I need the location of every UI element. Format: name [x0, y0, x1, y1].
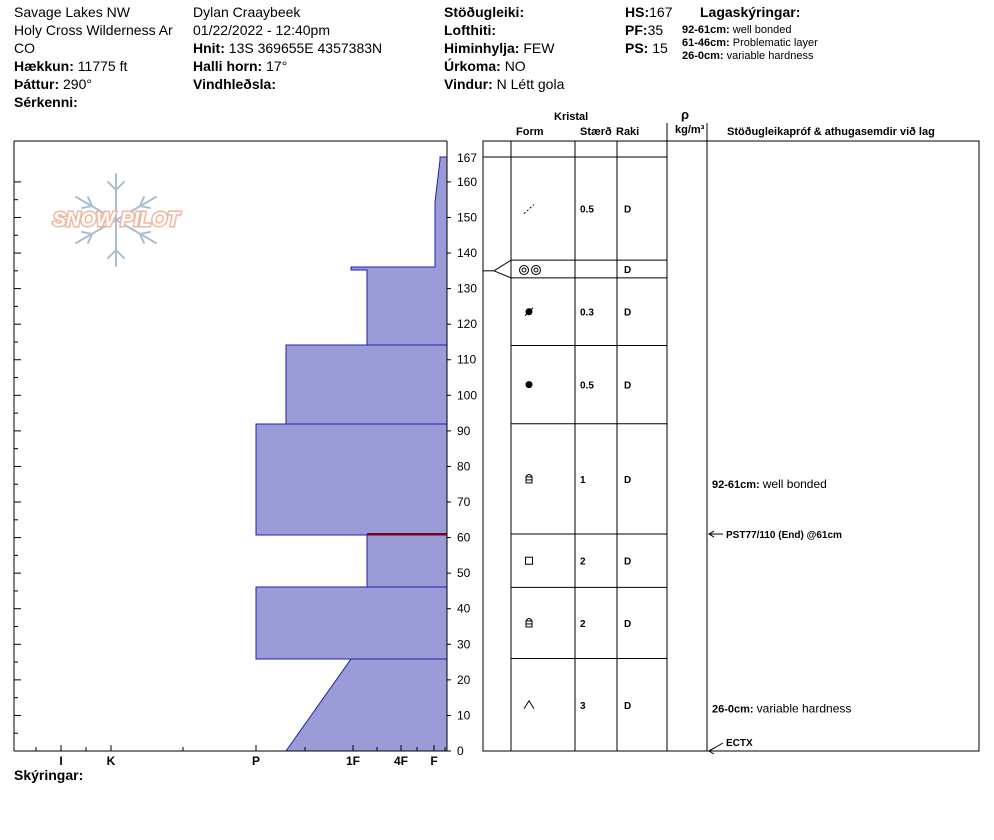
crystal-symbol-part — [524, 205, 534, 214]
hs-value: 167 — [649, 4, 673, 20]
height-tick-label: 10 — [457, 708, 471, 723]
density-rho: ρ — [681, 107, 690, 122]
grid-frame — [483, 141, 979, 751]
layer-moisture: D — [624, 618, 632, 630]
height-tick-label: 140 — [457, 246, 478, 261]
crystal-symbol-part — [526, 557, 533, 564]
layer-moisture: D — [624, 700, 632, 712]
precip-label: Úrkoma: — [444, 58, 501, 74]
height-tick-label: 80 — [457, 459, 471, 474]
layer-size: 1 — [580, 474, 586, 486]
slope-label: Halli horn: — [193, 58, 263, 74]
height-tick-label: 40 — [457, 601, 471, 616]
layer-connector — [494, 271, 511, 278]
pf-value: 35 — [647, 22, 664, 38]
height-tick-label: 120 — [457, 317, 478, 332]
crystal-form-rounded-icon — [526, 381, 533, 388]
layer-size: 3 — [580, 700, 586, 712]
height-tick-label: 30 — [457, 637, 471, 652]
layer-moisture: D — [624, 556, 632, 568]
crystal-symbol-part — [526, 381, 533, 388]
location-name: Savage Lakes NW — [14, 4, 130, 20]
layer-comment — [712, 701, 851, 715]
height-tick-label: 50 — [457, 566, 471, 581]
density-unit: kg/m³ — [675, 124, 705, 136]
elevation-label: Hækkun: — [14, 58, 74, 74]
crystal-symbol-part — [522, 268, 526, 272]
hardness-profile — [256, 157, 447, 751]
elevation-value: 11775 ft — [77, 58, 128, 74]
layer-size: 2 — [580, 618, 586, 630]
hardness-tick-label: 1F — [345, 754, 361, 768]
coords-label: Hnit: — [193, 40, 225, 56]
location-state: CO — [14, 40, 35, 56]
ps-label: PS: — [625, 40, 649, 56]
coords-value: 13S 369655E 4357383N — [228, 40, 383, 56]
height-tick-label: 130 — [457, 281, 478, 296]
logo-text: SNOW PILOT — [52, 209, 180, 231]
height-tick-label: 150 — [457, 210, 478, 225]
height-tick-label: 20 — [457, 672, 471, 687]
wind-value: N Létt gola — [496, 76, 565, 92]
hardness-tick-label: I — [59, 754, 63, 768]
crystal-form-depth-hoar-icon — [524, 701, 534, 709]
ps-value: 15 — [652, 40, 668, 56]
height-tick-label: 0 — [457, 744, 464, 758]
precip-value: NO — [504, 58, 526, 74]
layer-size: 0.5 — [580, 204, 594, 216]
wind-loading-label: Vindhleðsla: — [193, 76, 276, 92]
crystal-symbol-part — [520, 266, 529, 275]
height-tick-label: 60 — [457, 530, 471, 545]
specifics-label: Sérkenni: — [14, 94, 78, 110]
aspect-value: 290° — [63, 76, 92, 92]
comment-text: well bonded — [762, 477, 827, 492]
crystal-form-rounded-faceted-icon — [525, 308, 533, 316]
layer-connector — [494, 260, 511, 271]
hs-label: HS: — [625, 4, 650, 20]
crystal-form-faceted-rounded-icon — [526, 474, 532, 483]
stability-label: Stöðugleiki: — [444, 4, 525, 20]
crystal-symbol-part — [532, 266, 541, 275]
legend-text: well bonded — [732, 24, 792, 36]
size-header: Stærð — [580, 126, 612, 138]
legend-range: 61-46cm: — [682, 37, 730, 49]
air-temp-label: Lofthiti: — [444, 22, 497, 38]
comment-text: variable hardness — [756, 701, 852, 716]
stability-test: PST77/110 (End) @61cm — [726, 530, 842, 542]
remarks-label: Skýringar: — [14, 767, 84, 783]
crystal-form-faceted-rounded-icon — [526, 618, 532, 627]
form-header: Form — [516, 126, 544, 138]
hardness-tick-label: P — [251, 754, 261, 768]
layer-moisture: D — [624, 265, 632, 277]
layer-moisture: D — [624, 474, 632, 486]
layer-moisture: D — [624, 204, 632, 216]
height-tick-label: 90 — [457, 423, 471, 438]
location-area: Holy Cross Wilderness Ar — [14, 22, 173, 38]
height-tick-label: 160 — [457, 174, 478, 189]
legend-text: Problematic layer — [732, 37, 818, 49]
hardness-tick-label: F — [430, 754, 438, 768]
crystal-header: Kristal — [554, 111, 589, 123]
stability-test: ECTX — [726, 738, 753, 749]
observer-name: Dylan Craaybeek — [193, 4, 301, 20]
height-tick-label: 70 — [457, 495, 471, 510]
tests-header: Stöðugleikapróf & athugasemdir við lag — [727, 126, 935, 138]
sky-value: FEW — [523, 40, 555, 56]
legend-text: variable hardness — [726, 50, 814, 62]
crystal-symbol-part — [534, 268, 538, 272]
legend-title: Lagaskýringar: — [700, 4, 801, 20]
layer-moisture: D — [624, 307, 632, 319]
crystal-form-decomposing-fragments-icon — [524, 205, 534, 214]
crystal-form-faceted-icon — [526, 557, 533, 564]
sky-label: Himinhylja: — [444, 40, 520, 56]
wind-label: Vindur: — [444, 76, 493, 92]
aspect-label: Þáttur: — [14, 76, 60, 92]
layer-moisture: D — [624, 380, 632, 392]
hardness-tick-label: K — [106, 754, 116, 768]
height-tick-label: 100 — [457, 388, 478, 403]
layer-size: 0.3 — [580, 307, 594, 319]
layer-comment — [712, 477, 827, 491]
layer-size: 0.5 — [580, 380, 594, 392]
slope-value: 17° — [266, 58, 288, 74]
observation-datetime: 01/22/2022 - 12:40pm — [193, 22, 330, 38]
comment-range: 26-0cm: — [712, 703, 757, 716]
comment-range: 92-61cm: — [712, 479, 763, 492]
crystal-symbol-part — [524, 701, 534, 709]
pf-label: PF: — [625, 22, 648, 38]
hardness-tick-label: 4F — [393, 754, 409, 768]
height-tick-label: 110 — [457, 352, 477, 367]
legend-range: 26-0cm: — [682, 50, 724, 62]
height-top-label: 167 — [457, 151, 478, 165]
crystal-form-surface-hoar-icon — [520, 266, 541, 275]
moisture-header: Raki — [616, 126, 640, 138]
legend-range: 92-61cm: — [682, 24, 730, 36]
layer-size: 2 — [580, 556, 586, 568]
